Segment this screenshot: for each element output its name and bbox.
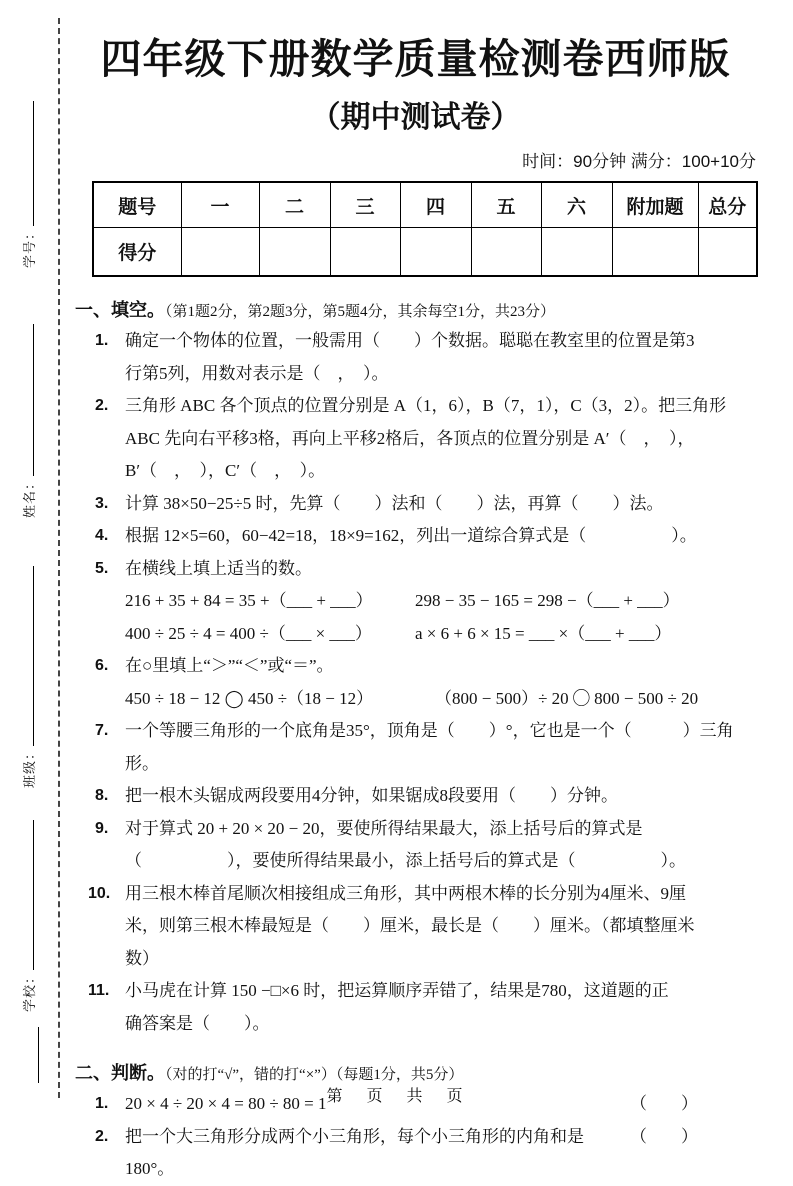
equation: 400 ÷ 25 ÷ 4 = 400 ÷（___ × ___） <box>125 623 372 643</box>
question-number: 11. <box>88 982 110 999</box>
page-footer: 第 页 共 页 <box>326 1088 467 1105</box>
question-text: 对于算式 20 + 20 × 20 − 20，要使所得结果最大，添上括号后的算式是 <box>125 818 643 838</box>
question-number: 6. <box>95 657 109 674</box>
student-id-blank <box>18 101 34 226</box>
header-cell: 六 <box>541 182 612 228</box>
section2-title: 二、判断。 <box>75 1063 165 1083</box>
question-text: 把一个大三角形分成两个小三角形，每个小三角形的内角和是180°。 <box>125 1126 584 1178</box>
question-number: 1. <box>95 332 109 349</box>
question-number: 4. <box>95 527 109 544</box>
question-4 <box>95 520 756 553</box>
section1-heading <box>75 297 756 325</box>
student-id-label: 学号： <box>22 225 37 268</box>
fold-dashed-line <box>58 18 60 1098</box>
question-text: 三角形 ABC 各个顶点的位置分别是 A（1，6），B（7，1），C（3，2）。把三角形 <box>125 396 727 415</box>
class-label: 班级： <box>22 745 37 788</box>
student-name-label: 姓名： <box>22 475 37 518</box>
question-text: 20 × 4 ÷ 20 × 4 = 80 ÷ 80 = 1 <box>125 1094 327 1113</box>
class-blank <box>18 566 34 746</box>
question-text: 一个等腰三角形的一个底角是35°，顶角是（ ）°，它也是一个（ ）三角形。 <box>125 721 734 773</box>
section1-title: 一、填空。 <box>75 300 165 320</box>
question-number: 7. <box>95 722 109 739</box>
answer-bracket: （ ） <box>630 1094 698 1113</box>
question-text: （ ），要使所得结果最小，添上括号后的算式是（ ）。 <box>125 851 686 870</box>
header-cell: 五 <box>471 182 541 228</box>
score-cell-empty <box>698 228 757 277</box>
question-text: 小马虎在计算 150 −□×6 时，把运算顺序弄错了，结果是780，这道题的正 <box>125 981 669 1000</box>
equation: 298 − 35 − 165 = 298 −（___ + ___） <box>415 591 680 610</box>
question-2 <box>95 390 756 488</box>
question-number: 10. <box>88 884 111 902</box>
question-number: 2. <box>95 1127 109 1145</box>
question-10 <box>88 878 756 976</box>
question-text: ABC 先向右平移3格，再向上平移2格后，各顶点的位置分别是 A′（ ， ）， <box>125 428 695 448</box>
question-text: 把一根木头锯成两段要用4分钟，如果锯成8段要用（ ）分钟。 <box>125 786 618 805</box>
judge-question-2 <box>95 1121 756 1186</box>
judge-line <box>125 1121 756 1186</box>
header-cell: 三 <box>330 182 400 228</box>
question-number: 8. <box>95 787 109 804</box>
score-cell-empty <box>400 228 471 277</box>
question-text: 用三根木棒首尾顺次相接组成三角形，其中两根木棒的长分别为4厘米、9厘 <box>125 883 686 903</box>
question-text: 确答案是（ ）。 <box>125 1013 270 1033</box>
question-text: 确定一个物体的位置，一般需用（ ）个数据。聪聪在教室里的位置是第3 <box>125 331 695 350</box>
header-cell: 附加题 <box>612 182 698 228</box>
fill-equation-row <box>125 618 756 651</box>
question-11 <box>88 975 756 1040</box>
score-cell-empty <box>541 228 612 277</box>
student-name-blank <box>18 324 34 476</box>
header-cell: 题号 <box>93 182 181 228</box>
question-9 <box>95 813 756 878</box>
question-text: 在横线上填上适当的数。 <box>125 558 312 578</box>
question-text: 米，则第三根木棒最短是（ ）厘米，最长是（ ）厘米。（都填整厘米 <box>125 916 695 935</box>
answer-bracket: （ ） <box>630 1126 698 1146</box>
section1-note: （第1题2分，第2题3分，第5题4分，其余每空1分，共23分） <box>165 304 556 320</box>
school-field <box>18 820 38 1012</box>
school-blank <box>18 820 34 970</box>
equation: 216 + 35 + 84 = 35 +（___ + ___） <box>125 591 373 610</box>
time-score-info: 时间：90分钟 满分：100+10分 <box>522 152 756 171</box>
header-cell: 总分 <box>698 182 757 228</box>
margin-rule-line <box>38 1027 39 1083</box>
score-table-score-row <box>93 228 757 277</box>
score-cell-empty <box>471 228 541 277</box>
comparison-row <box>125 683 756 716</box>
question-text: B′（ ， ），C′（ ， ）。 <box>125 461 326 480</box>
exam-content <box>75 0 756 1186</box>
question-number: 9. <box>95 819 109 837</box>
section2-note: （对的打“√”，错的打“×”）（每题1分，共5分） <box>165 1067 464 1083</box>
question-number: 1. <box>95 1095 109 1112</box>
question-text: 根据 12×5=60，60−42=18，18×9=162，列出一道综合算式是（ ）。 <box>125 526 697 545</box>
page-title: 四年级下册数学质量检测卷西师版 <box>100 36 731 82</box>
score-cell-empty <box>330 228 400 277</box>
header-cell: 四 <box>400 182 471 228</box>
question-1 <box>95 325 756 390</box>
question-number: 5. <box>95 559 109 577</box>
comparison-expression: 450 ÷ 18 − 12 ◯ 450 ÷（18 − 12） <box>125 688 374 708</box>
score-table <box>92 181 758 277</box>
score-cell-empty <box>259 228 330 277</box>
question-text: 行第5列，用数对表示是（ ， ）。 <box>125 363 389 383</box>
header-cell: 二 <box>259 182 330 228</box>
score-table-header-row <box>93 182 757 228</box>
fill-equation-row <box>125 585 756 618</box>
question-6 <box>95 650 756 715</box>
question-number: 3. <box>95 494 109 512</box>
question-text: 在○里填上“＞”“＜”或“＝”。 <box>125 656 334 675</box>
question-3 <box>95 488 756 521</box>
question-number: 2. <box>95 397 109 414</box>
comparison-expression: （800 − 500）÷ 20 ◯ 800 − 500 ÷ 20 <box>435 688 699 708</box>
score-cell-empty <box>612 228 698 277</box>
header-cell: 一 <box>181 182 259 228</box>
score-row-label: 得分 <box>93 228 181 277</box>
school-label: 学校： <box>22 969 37 1012</box>
question-8 <box>95 780 756 813</box>
question-text: 计算 38×50−25÷5 时，先算（ ）法和（ ）法，再算（ ）法。 <box>125 493 664 513</box>
student-id-field <box>18 101 38 268</box>
question-text: 数） <box>125 948 159 968</box>
section1-questions <box>75 325 756 1040</box>
student-name-field <box>18 324 38 518</box>
question-5 <box>95 553 756 651</box>
page-subtitle: （期中测试卷） <box>310 101 521 134</box>
score-cell-empty <box>181 228 259 277</box>
equation: a × 6 + 6 × 15 = ___ ×（___ + ___） <box>415 623 672 643</box>
class-field <box>18 566 38 788</box>
question-7 <box>95 715 756 780</box>
